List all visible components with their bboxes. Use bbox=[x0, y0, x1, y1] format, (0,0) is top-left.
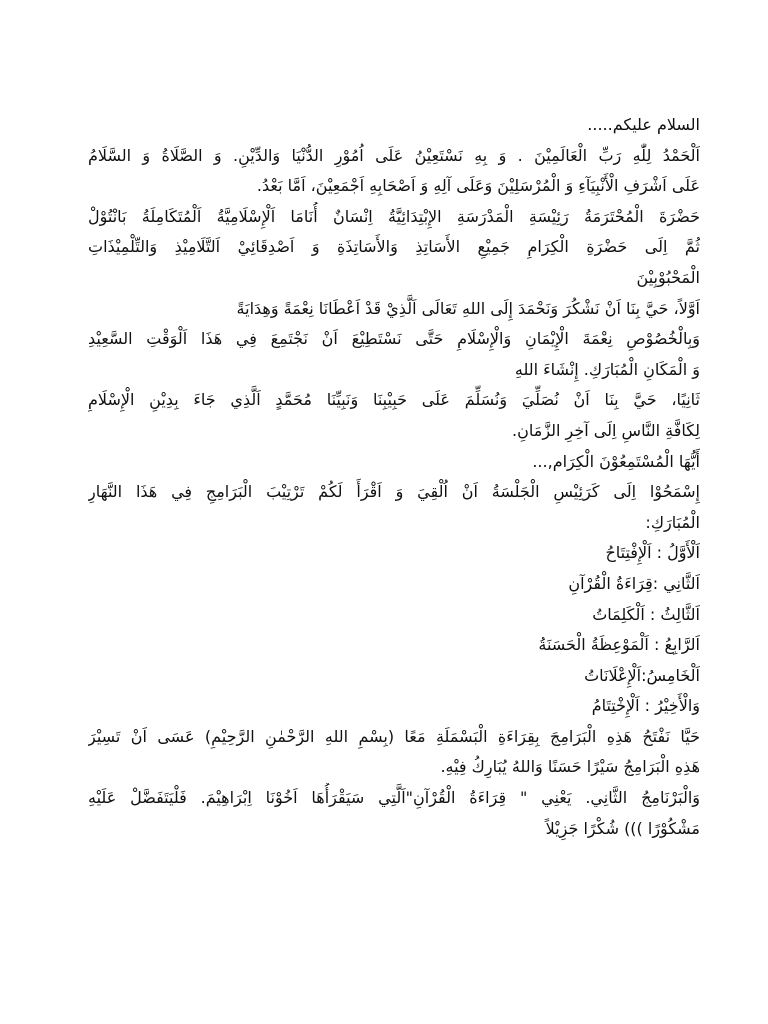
text-line-blessed: الْمُبَارَكِ: bbox=[645, 512, 700, 532]
text-line-place: وَ الْمَكَانِ الْمُبَارَكِ. إِنْشَاءَ اللهِ bbox=[514, 359, 700, 379]
text-line-program-intro: إِسْمَحُوْا اِلَى كَرَئِيْسِ الْجَلْسَةُ اَنْ اُلْقِيَ وَ اَقْرَأَ لَكُمْ تَرْتِيْبَ الْبَرَامِجِ فِي هَذَا النَّهَارِ bbox=[88, 482, 700, 502]
text-line-salawat: عَلَى اَشْرَفِ الْأَنْبِيَآءِ وَ الْمُرْسَلِيْنَ وَعَلَى آلِهِ وَ اَصْحَابِهِ اَجْمَعِيْنَ، اَمَّا بَعْدُ. bbox=[256, 176, 700, 196]
program-item-sermon: اَلرَّابِعُ : اَلْمَوْعِظَةُ الْحَسَنَةُ bbox=[538, 635, 700, 655]
text-line-principal: حَضْرَةَ الْمُحْتَرَمَةُ رَئِيْسَةِ الْمَدْرَسَةِ الإِبْتِدَائِيَّةُ اِنْسَانٌ أُنَامَا اَلْإِسْلَامِيَّةُ اَلْمُتَكَامِلَةُ بَانْتُوْلْ bbox=[88, 206, 700, 226]
text-line-basmala: حَيَّا نَفْتَحُ هَذِهِ الْبَرَامِجَ بِقِرَاءَةِ الْبَسْمَلَةِ مَعًا (بِسْمِ اللهِ الرَّحْمٰنِ الرَّحِيْمِ) عَسَى اَنْ تَسِيْرَ bbox=[88, 726, 700, 746]
text-line-thanks: مَشْكُوْرًا ))) شُكْرًا جَزِيْلاً bbox=[545, 818, 700, 838]
program-item-announcements: اَلْخَامِسُ:اَلْإِعْلَانَاتُ bbox=[584, 665, 700, 685]
text-line-program-blessing: هَذِهِ الْبَرَامِجُ سَيْرًا حَسَنًا وَاللهُ يُبَارِكُ فِيْهِ. bbox=[440, 757, 700, 777]
text-line-beloved: الْمَحْبُوْبِيْنَ bbox=[636, 267, 700, 287]
text-line-first: اَوَّلاً، حَيَّ بِنَا اَنْ نَشْكُرَ وَنَحْمَدَ إِلَى اللهِ تَعَالَى اَلَّذِيْ قَدْ اَعْطَانَا نِعْمَةً وَهِدَايَةً bbox=[236, 298, 700, 318]
text-line-hamd: اَلْحَمْدُ لِلّٰهِ رَبِّ الْعَالَمِيْنَ . وَ بِهِ نَسْتَعِيْنُ عَلَى اُمُوْرِ الدُّنْيَا وَالدِّيْنِ. وَ الصَّلَاةُ وَ السَّلَامُ bbox=[88, 145, 700, 165]
program-item-closing: وَالْأَخِيْرُ : اَلْإِخْتِتَامُ bbox=[591, 696, 700, 716]
greeting-line: السلام عليكم..... bbox=[587, 115, 700, 134]
text-line-blessing: وَبِالْخُصُوْصِ نِعْمَةَ الْإِيْمَانِ وَالْإِسْلَامِ حَتَّى نَسْتَطِيْعَ اَنْ نَجْتَمِعَ فِي هَذَا اَلْوَقْتِ السَّعِيْدِ bbox=[88, 329, 700, 349]
text-line-audience: أَيُّهَا الْمُسْتَمِعُوْنَ الْكِرَام,... bbox=[532, 451, 700, 471]
text-line-second: ثَانِيًا، حَيَّ بِنَا اَنْ نُصَلِّيَ وَنُسَلِّمَ عَلَى حَبِيْبِنَا وَنَبِيِّنَا مُحَمَّدٍ اَلَّذِي جَاءَ بِدِيْنِ الْإِسْلَامِ bbox=[88, 390, 700, 410]
text-line-mankind: لِكَافَّةِ النَّاسِ اِلَى آخِرِ الزَّمَانِ. bbox=[512, 420, 700, 440]
program-item-opening: اَلْأَوَّلُ : اَلْإِفْتِتَاحُ bbox=[605, 543, 700, 563]
program-item-speeches: اَلثَّالِثُ : اَلْكَلِمَاتُ bbox=[592, 604, 700, 624]
program-item-quran: اَلثَّانِي :قِرَاءَةُ الْقُرْآنِ bbox=[568, 573, 700, 593]
document-body bbox=[88, 110, 700, 844]
text-line-second-program: وَالْبَرْنَامِجُ الثَّانِي. يَعْنِي " قِرَاءَةُ الْقُرْآنِ"اَلَّتِي سَيَقْرَأُهَا اَخُوْنَا اِبْرَاهِيْمَ. فَلْيَتَفَضَّلْ عَلَيْهِ bbox=[88, 788, 700, 808]
text-line-teachers: ثُمَّ اِلَى حَضْرَةِ الْكِرَامِ جَمِيْعِ الأَسَاتِذِ وَالأَسَاتِذَةِ وَ اَصْدِقَائِيْ اَلتَّلَامِيْذِ وَالتِّلْمِيْذَاتِ bbox=[88, 237, 700, 257]
